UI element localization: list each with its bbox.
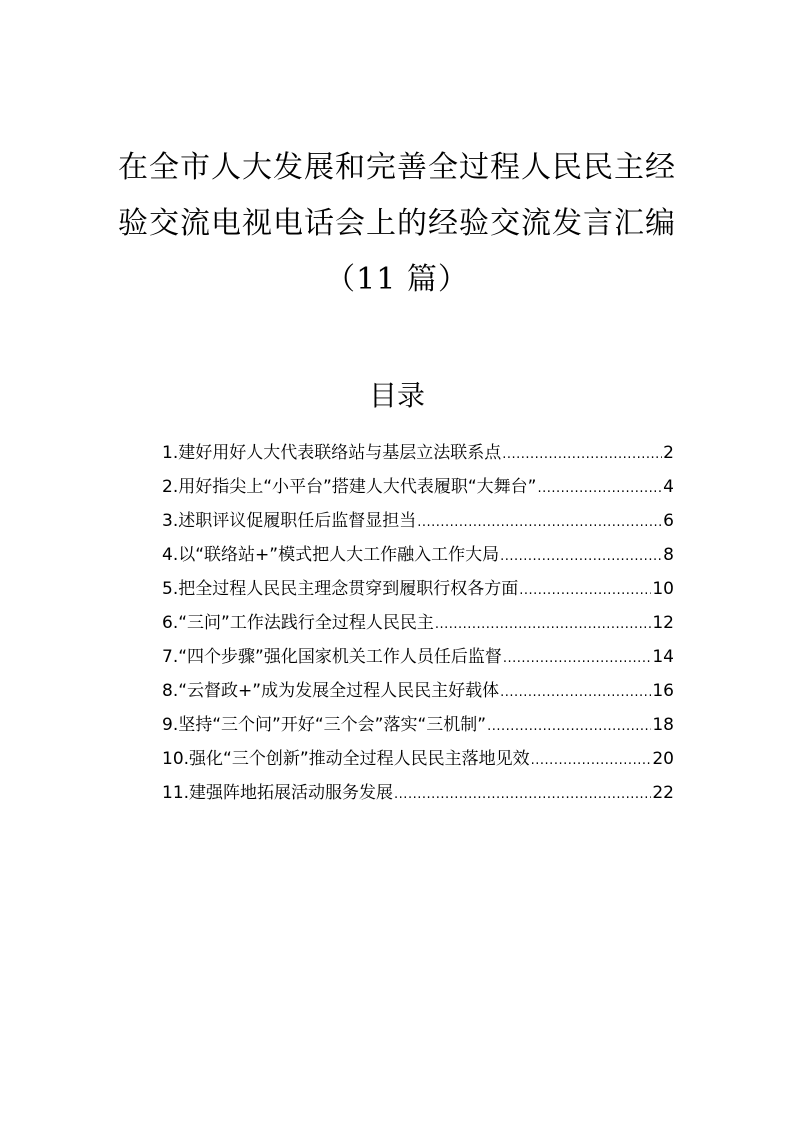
toc-entry[interactable] (162, 640, 674, 674)
toc-dot-leader (435, 608, 652, 642)
toc-dot-leader (394, 778, 651, 812)
toc-dot-leader (502, 438, 662, 472)
toc-entry-title: 10.强化“三个创新”推动全过程人民民主落地见效 (162, 749, 530, 769)
toc-page-number: 8 (663, 545, 674, 565)
toc-entry-title: 1.建好用好人大代表联络站与基层立法联系点 (162, 443, 502, 463)
toc-page-number: 14 (652, 647, 674, 667)
toc-entry[interactable] (162, 436, 674, 470)
title-line-3: （11 篇） (325, 262, 469, 297)
toc-entry[interactable] (162, 538, 674, 572)
title-line-1: 在全市人大发展和完善全过程人民民主经 (118, 150, 676, 185)
toc-entry[interactable] (162, 742, 674, 776)
toc-entry-title: 7.“四个步骤”强化国家机关工作人员任后监督 (162, 647, 502, 667)
toc-dot-leader (500, 540, 662, 574)
title-line-2: 验交流电视电话会上的经验交流发言汇编 (118, 206, 676, 241)
toc-entry-title: 9.坚持“三个问”开好“三个会”落实“三机制” (162, 715, 487, 735)
toc-entry-title: 4.以“联络站+”模式把人大工作融入工作大局 (162, 545, 500, 565)
document-title (0, 140, 794, 308)
toc-page-number: 10 (652, 579, 674, 599)
toc-entry-title: 8.“云督政+”成为发展全过程人民民主好载体 (162, 681, 500, 701)
toc-dot-leader (487, 710, 651, 744)
toc-entry[interactable] (162, 674, 674, 708)
toc-dot-leader (519, 574, 651, 608)
toc-entry[interactable] (162, 470, 674, 504)
toc-heading: 目录 (368, 379, 425, 412)
toc-page-number: 6 (663, 511, 674, 531)
table-of-contents (162, 436, 674, 810)
toc-page-number: 12 (652, 613, 674, 633)
toc-entry-title: 6.“三问”工作法践行全过程人民民主 (162, 613, 434, 633)
toc-entry[interactable] (162, 708, 674, 742)
toc-page-number: 2 (663, 443, 674, 463)
toc-entry-title: 11.建强阵地拓展活动服务发展 (162, 783, 394, 803)
toc-entry[interactable] (162, 776, 674, 810)
toc-page-number: 16 (652, 681, 674, 701)
toc-entry[interactable] (162, 572, 674, 606)
toc-entry-title: 2.用好指尖上“小平台”搭建人大代表履职“大舞台” (162, 477, 537, 497)
toc-entry-title: 5.把全过程人民民主理念贯穿到履职行权各方面 (162, 579, 519, 599)
toc-dot-leader (417, 506, 662, 540)
toc-entry[interactable] (162, 606, 674, 640)
toc-dot-leader (537, 472, 662, 506)
toc-dot-leader (531, 744, 652, 778)
toc-entry-title: 3.述职评议促履职任后监督显担当 (162, 511, 417, 531)
toc-page-number: 22 (652, 783, 674, 803)
toc-page-number: 18 (652, 715, 674, 735)
toc-page-number: 20 (652, 749, 674, 769)
toc-entry[interactable] (162, 504, 674, 538)
toc-page-number: 4 (663, 477, 674, 497)
toc-dot-leader (503, 642, 652, 676)
toc-dot-leader (500, 676, 651, 710)
